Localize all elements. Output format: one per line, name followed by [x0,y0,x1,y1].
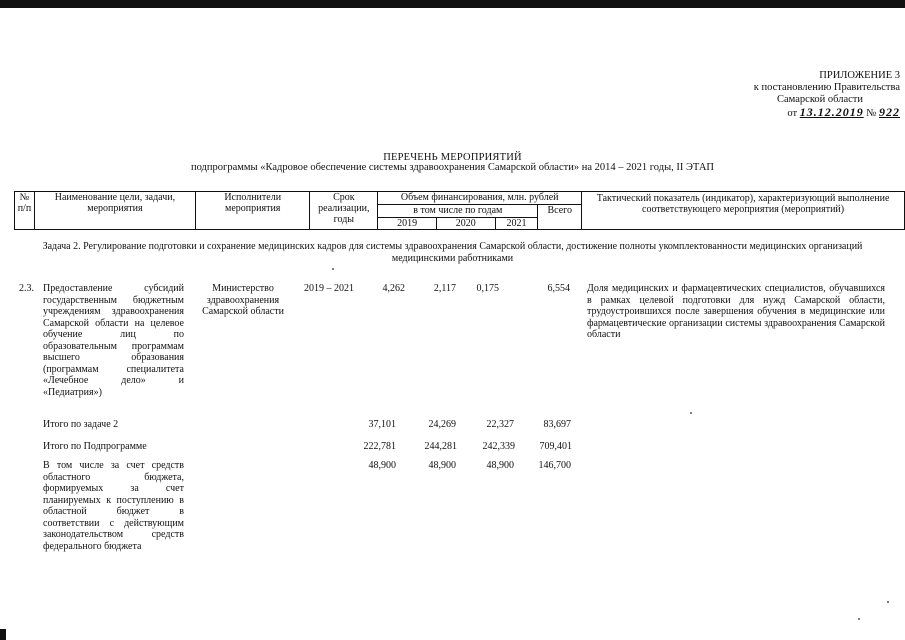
row-2-3-value-2019: 4,262 [382,283,405,294]
task-total-label: Итого по задаче 2 [43,419,119,430]
appendix-line2: Самарской области [777,94,863,105]
scan-speck [690,412,692,414]
row-2-3-number: 2.3. [19,283,34,294]
row-2-3-term: 2019 – 2021 [304,283,354,294]
scan-corner-mark [0,629,6,640]
table-header [14,191,905,230]
regional-budget-value-total: 146,700 [538,460,571,471]
task-total-value-2020: 24,269 [428,419,456,430]
regional-budget-value-2021: 48,900 [486,460,514,471]
appendix-from-label: от [787,108,798,119]
col-header-year-2020: 2020 [436,218,495,230]
col-header-indicator: Тактический показатель (индикатор), характеризующий выполнение соответствующего мероприятия (мероприятий) [582,192,905,230]
row-2-3-name: Предоставление субсидий государственным бюджетным учреждениям здравоохранения Самарской области на целевое обучение лиц по образовательным программам высшего образования (программам специалитета «Лечебное дело» и «Педиатрия») [43,283,184,398]
col-header-no: № п/п [15,192,35,230]
row-2-3-value-2020: 2,117 [433,283,456,294]
col-header-term: Срок реализации, годы [310,192,378,230]
task-heading: Задача 2. Регулирование подготовки и сохранение медицинских кадров для системы здравоохранения Самарской области, достижение полноты укомплектованности медицинских организаций медицинскими работниками [42,241,863,264]
scan-top-border [0,0,905,8]
scan-speck [332,268,334,270]
row-2-3-value-2021: 0,175 [476,283,499,294]
regional-budget-value-2019: 48,900 [368,460,396,471]
col-header-executors: Исполнители мероприятия [195,192,309,230]
regional-budget-value-2020: 48,900 [428,460,456,471]
row-2-3-value-total: 6,554 [547,283,570,294]
task-total-value-2021: 22,327 [486,419,514,430]
scan-speck [887,601,889,603]
row-2-3-executor: Министерство здравоохранения Самарской области [202,283,284,317]
task-total-value-2019: 37,101 [368,419,396,430]
scan-speck [858,618,860,620]
subprogram-total-value-total: 709,401 [539,441,572,452]
document-title: ПЕРЕЧЕНЬ МЕРОПРИЯТИЙ [383,152,522,163]
subprogram-total-value-2021: 242,339 [482,441,515,452]
appendix-block [700,70,900,120]
appendix-line1: к постановлению Правительства [753,82,900,93]
col-header-name: Наименование цели, задачи, мероприятия [34,192,195,230]
col-header-year-2021: 2021 [495,218,538,230]
appendix-title: ПРИЛОЖЕНИЕ 3 [819,70,900,81]
col-header-volume: Объем финансирования, млн. рублей [378,192,582,205]
subprogram-total-label: Итого по Подпрограмме [43,441,147,452]
appendix-number: 922 [879,105,900,119]
appendix-date-line [700,106,900,120]
regional-budget-label: В том числе за счет средств областного бюджета, формируемых за счет планируемых к поступлению в областной бюджет в соответствии с действующим законодательством средств федерального бюджета [43,460,184,552]
row-2-3-indicator: Доля медицинских и фармацевтических специалистов, обучавшихся в рамках целевой подготовки для нужд Самарской области, трудоустроившихся после завершения обучения в медицинские или фармацевтические организации системы здравоохранения Самарской области [587,283,885,340]
document-subtitle: подпрограммы «Кадровое обеспечение системы здравоохранения Самарской области» на 2014 – 2021 годы, II ЭТАП [190,162,714,173]
col-header-by-years: в том числе по годам [378,205,538,218]
task-total-value-total: 83,697 [543,419,571,430]
subprogram-total-value-2019: 222,781 [363,441,396,452]
appendix-number-label: № [866,108,877,119]
appendix-date: 13.12.2019 [799,105,864,119]
col-header-total: Всего [538,205,582,230]
subprogram-total-value-2020: 244,281 [424,441,457,452]
col-header-year-2019: 2019 [378,218,437,230]
